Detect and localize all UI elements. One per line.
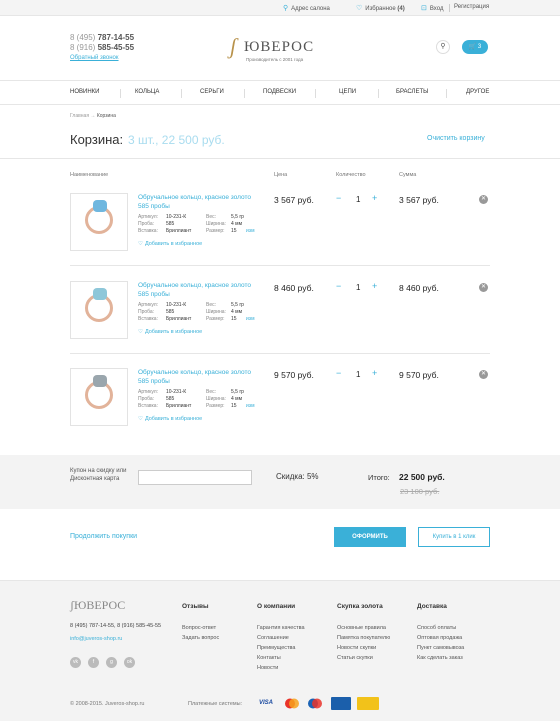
column-header-sum: Сумма [399,172,417,178]
heart-icon: ♡ [356,5,363,12]
logo-mark-icon: ʃ [70,598,74,612]
quantity-value[interactable]: 1 [356,370,361,379]
divider [244,89,245,98]
nav-item-other[interactable]: ДРУГОЕ [466,89,490,95]
coupon-label: Купон на скидку или Дисконтная карта [70,468,127,482]
cart-summary: 3 шт., 22 500 руб. [128,133,225,147]
register-link[interactable]: Регистрация [454,4,490,10]
minus-icon[interactable]: − [336,281,342,291]
footer-link[interactable]: Оптовая продажа [417,635,463,641]
footer-link[interactable]: Пункт самовывоза [417,645,465,651]
footer-link[interactable]: Новости [257,665,279,671]
divider [378,89,379,98]
discount-text: Скидка: 5% [276,472,319,481]
cart-item-row [70,281,490,361]
footer-col-title[interactable]: Отзывы [182,603,209,610]
plus-icon[interactable]: + [372,281,378,291]
gem-image [93,288,107,300]
nav-item-rings[interactable]: КОЛЬЦА [135,89,160,95]
nav-item-earrings[interactable]: СЕРЬГИ [200,89,224,95]
google-icon[interactable]: g [106,657,117,668]
breadcrumb [70,113,116,119]
cart-button[interactable] [462,40,488,54]
total-value: 22 500 руб. [399,472,445,482]
logo-subtitle: Производитель с 2001 года [246,57,304,62]
add-to-favorites-link[interactable]: ♡ Добавить в избранное [138,329,203,335]
cart-count: 3 [477,44,482,50]
footer-email[interactable]: info@juveros-shop.ru [70,636,123,642]
footer-phones: 8 (495) 787-14-55, 8 (916) 585-45-55 [70,623,162,629]
visa-icon: VISA [258,700,273,706]
footer-col-links [182,623,219,643]
divider [315,89,316,98]
divider [449,4,450,12]
footer-col-title[interactable]: Скупка золота [337,603,383,610]
odnoklassniki-icon[interactable]: ok [124,657,135,668]
mastercard-icon [283,697,301,710]
search-icon: ⚲ [440,43,446,50]
item-price: 3 567 руб. [274,195,314,205]
minus-icon[interactable]: − [336,193,342,203]
page-title: Корзина: [70,132,124,147]
nav-item-new[interactable]: НОВИНКИ [70,89,100,95]
quantity-stepper [336,281,380,295]
remove-item-icon[interactable]: ✕ [480,284,487,290]
product-image[interactable] [70,281,128,339]
user-icon: ⊡ [421,5,427,12]
footer-link[interactable]: Преимущества [257,645,296,651]
maestro-icon [306,697,324,710]
remove-item-icon[interactable]: ✕ [480,371,487,377]
footer-col-links [257,623,305,673]
footer-link[interactable]: Задать вопрос [182,635,220,641]
quantity-value[interactable]: 1 [356,283,361,292]
item-sum: 9 570 руб. [399,370,439,380]
change-size-link[interactable]: изм [246,403,255,409]
quantity-stepper [336,193,380,207]
footer-link[interactable]: Контакты [257,655,281,661]
add-to-favorites-link[interactable]: ♡ Добавить в избранное [138,241,203,247]
quantity-value[interactable]: 1 [356,195,361,204]
footer-col-title[interactable]: Доставка [417,603,447,610]
footer-link[interactable]: Основные правила [337,625,386,631]
item-sum: 3 567 руб. [399,195,439,205]
header-phones: 8 (495) 787-14-55 8 (916) 585-45-55 [70,33,135,52]
total-label: Итого: [368,473,390,482]
footer-col-links [337,623,390,663]
breadcrumb-current: Корзина [96,113,116,119]
coupon-input[interactable] [138,470,252,485]
divider [181,89,182,98]
cart-icon: 🛒 [468,44,477,50]
heart-icon: ♡ [138,416,143,422]
cart-item-row [70,193,490,273]
product-name-link[interactable]: Обручальное кольцо, красное золото 585 пробы [138,369,252,385]
divider [70,353,490,354]
product-name-link[interactable]: Обручальное кольцо, красное золото 585 пробы [138,194,252,210]
search-button[interactable] [436,40,450,54]
nav-item-pendants[interactable]: ПОДВЕСКИ [263,89,297,95]
item-sum: 8 460 руб. [399,283,439,293]
location-pin-icon: ⚲ [283,5,289,12]
payment-systems-label: Платежные системы: [188,701,243,707]
remove-item-icon[interactable]: ✕ [480,196,487,202]
column-header-price: Цена [274,172,288,178]
product-name-link[interactable]: Обручальное кольцо, красное золото 585 пробы [138,282,252,298]
product-props-2: Вес: 5,5 гр Ширина: 4 мм Размер: 15 изм [206,389,255,409]
logo-text: ЮВЕРОС [244,39,315,55]
footer-link[interactable]: Гарантия качества [257,625,305,631]
cart-item-row [70,368,490,448]
item-price: 8 460 руб. [274,283,314,293]
total-old-value: 23 100 руб. [400,487,440,496]
breadcrumb-home[interactable]: Главная [70,113,90,119]
footer-link[interactable]: Способ оплаты [417,625,457,631]
minus-icon[interactable]: − [336,368,342,378]
column-header-name: Наименование [70,172,109,178]
plus-icon[interactable]: + [372,368,378,378]
change-size-link[interactable]: изм [246,228,255,234]
divider [446,89,447,98]
site-logo[interactable] [230,33,330,65]
salon-address-link[interactable]: ⚲ Адрес салона [283,5,330,12]
product-image[interactable] [70,368,128,426]
heart-icon: ♡ [138,241,143,247]
footer-link[interactable]: Вопрос-ответ [182,625,217,631]
card-icon [331,697,351,710]
callback-link[interactable]: Обратный звонок [70,55,119,61]
footer-logo[interactable]: ʃЮВЕРОС [70,598,126,612]
top-bar [0,0,560,16]
divider [0,158,560,159]
logo-mark-icon: ʃ [230,34,237,59]
footer-link[interactable]: Как сделать заказ [417,655,463,661]
footer-link[interactable]: Новости скупки [337,645,377,651]
pay-icon [357,697,379,710]
maestro-logo [306,697,324,710]
product-props: Артикул: 10-231-К Проба: 585 Вставка: Бриллиант [138,214,192,234]
footer-col-links [417,623,464,663]
product-image[interactable] [70,193,128,251]
main-nav [0,80,560,105]
change-size-link[interactable]: изм [246,316,255,322]
heart-icon: ♡ [138,329,143,335]
product-props-2: Вес: 5,5 гр Ширина: 4 мм Размер: 15 изм [206,214,255,234]
divider [120,89,121,98]
product-props: Артикул: 10-231-К Проба: 585 Вставка: Бриллиант [138,389,192,409]
login-link[interactable]: ⊡ Вход [421,5,444,12]
nav-item-chains[interactable]: ЦЕПИ [339,89,357,95]
footer-link[interactable]: Статьи скупки [337,655,373,661]
product-props-2: Вес: 5,5 гр Ширина: 4 мм Размер: 15 изм [206,302,255,322]
column-header-qty: Количество [336,172,366,178]
gem-image [93,200,107,212]
product-props: Артикул: 10-231-К Проба: 585 Вставка: Бриллиант [138,302,192,322]
facebook-icon[interactable]: f [88,657,99,668]
footer-link[interactable]: Соглашение [257,635,289,641]
continue-shopping-link[interactable]: Продолжить покупки [70,533,138,540]
buy-one-click-button[interactable]: Купить в 1 клик [418,527,490,547]
item-price: 9 570 руб. [274,370,314,380]
vk-icon[interactable]: vk [70,657,81,668]
add-to-favorites-link[interactable]: ♡ Добавить в избранное [138,416,203,422]
quantity-stepper [336,368,380,382]
nav-item-bracelets[interactable]: БРАСЛЕТЫ [396,89,429,95]
mastercard-logo [283,697,301,710]
clear-cart-link[interactable]: Очистить корзину [427,135,485,142]
copyright: © 2008-2015. Juveros-shop.ru [70,701,145,707]
gem-image [93,375,107,387]
footer-col-title[interactable]: О компании [257,603,296,610]
checkout-button[interactable]: ОФОРМИТЬ [334,527,406,547]
breadcrumb-arrow-icon: → [90,113,96,119]
favorites-link[interactable]: ♡ Избранное (4) [356,5,405,12]
divider [70,265,490,266]
plus-icon[interactable]: + [372,193,378,203]
footer-link[interactable]: Памятка покупателю [337,635,391,641]
